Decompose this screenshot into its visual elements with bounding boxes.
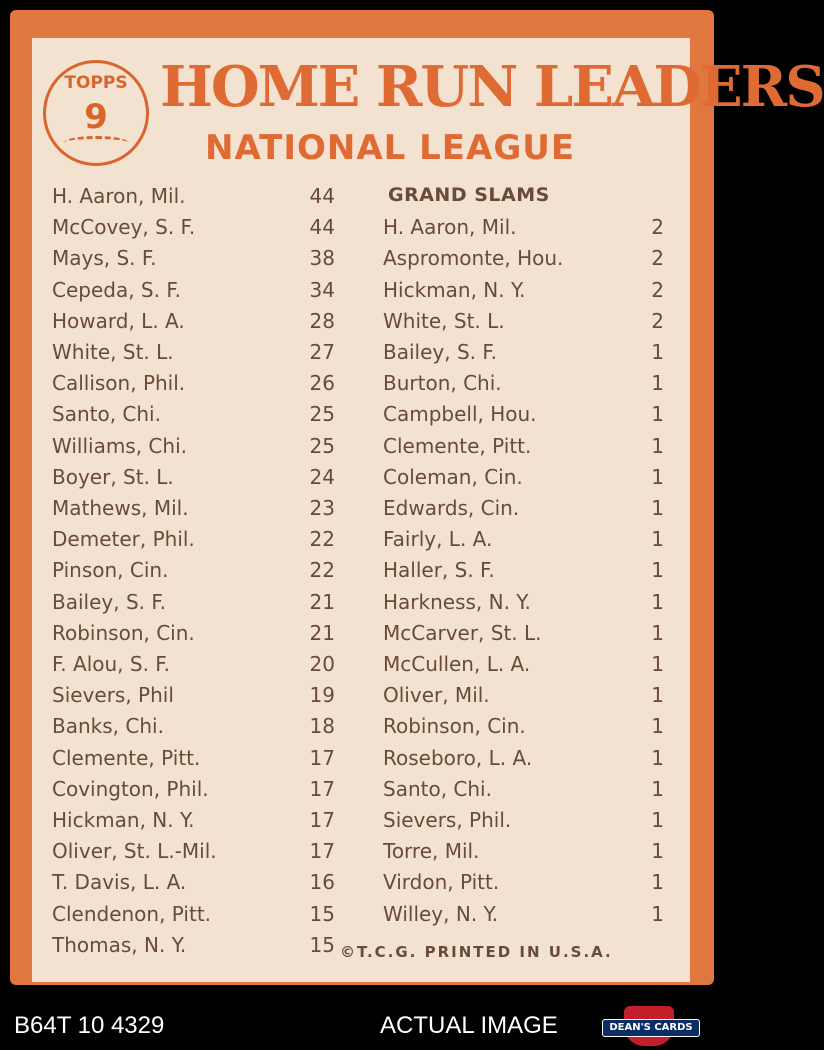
grand-slam-name: Edwards, Cin. [383, 496, 520, 520]
leader-name: Williams, Chi. [52, 434, 187, 458]
leader-home-runs: 24 [309, 465, 335, 489]
grand-slam-name: Harkness, N. Y. [383, 590, 531, 614]
leader-name: Pinson, Cin. [52, 558, 169, 582]
grand-slam-count: 1 [651, 902, 664, 926]
grand-slam-count: 1 [651, 870, 664, 894]
leader-name: Bailey, S. F. [52, 590, 167, 614]
actual-image-label: ACTUAL IMAGE [380, 1012, 558, 1039]
copyright-line: ©T.C.G. PRINTED IN U.S.A. [340, 943, 613, 961]
grand-slam-count: 1 [651, 652, 664, 676]
grand-slam-name: Oliver, Mil. [383, 683, 490, 707]
leader-home-runs: 17 [309, 808, 335, 832]
leader-home-runs: 34 [309, 278, 335, 302]
leader-home-runs: 38 [309, 246, 335, 270]
leader-name: H. Aaron, Mil. [52, 184, 186, 208]
card-number: 9 [84, 97, 108, 137]
grand-slam-count: 1 [651, 621, 664, 645]
grand-slam-name: Haller, S. F. [383, 558, 495, 582]
leader-name: Cepeda, S. F. [52, 278, 181, 302]
grand-slam-name: Coleman, Cin. [383, 465, 523, 489]
logo-brand-text: DEAN'S CARDS [602, 1019, 700, 1037]
grand-slam-count: 1 [651, 683, 664, 707]
leader-name: Sievers, Phil [52, 683, 174, 707]
leader-name: Banks, Chi. [52, 714, 164, 738]
leader-name: Clendenon, Pitt. [52, 902, 212, 926]
grand-slam-name: Sievers, Phil. [383, 808, 512, 832]
leader-name: Boyer, St. L. [52, 465, 174, 489]
leader-home-runs: 17 [309, 777, 335, 801]
grand-slam-count: 1 [651, 496, 664, 520]
grand-slam-count: 1 [651, 839, 664, 863]
leader-name: Clemente, Pitt. [52, 746, 201, 770]
leader-home-runs: 21 [309, 590, 335, 614]
leader-name: T. Davis, L. A. [52, 870, 187, 894]
grand-slam-count: 1 [651, 402, 664, 426]
grand-slam-name: H. Aaron, Mil. [383, 215, 517, 239]
grand-slam-name: Clemente, Pitt. [383, 434, 532, 458]
leader-home-runs: 44 [309, 215, 335, 239]
leader-home-runs: 17 [309, 839, 335, 863]
grand-slam-name: White, St. L. [383, 309, 505, 333]
leader-home-runs: 25 [309, 434, 335, 458]
topps-logo [43, 60, 149, 166]
leader-name: F. Alou, S. F. [52, 652, 170, 676]
leader-home-runs: 22 [309, 558, 335, 582]
card-subtitle: NATIONAL LEAGUE [205, 128, 576, 168]
grand-slam-name: Santo, Chi. [383, 777, 492, 801]
baseball-stitch-icon [64, 136, 128, 149]
grand-slam-count: 1 [651, 465, 664, 489]
deans-cards-logo [602, 1006, 698, 1046]
leader-home-runs: 20 [309, 652, 335, 676]
grand-slam-name: Fairly, L. A. [383, 527, 493, 551]
grand-slam-count: 1 [651, 746, 664, 770]
grand-slam-name: Robinson, Cin. [383, 714, 526, 738]
leader-name: Santo, Chi. [52, 402, 161, 426]
leader-name: Howard, L. A. [52, 309, 185, 333]
grand-slam-count: 2 [651, 215, 664, 239]
leader-name: Thomas, N. Y. [52, 933, 187, 957]
leader-home-runs: 23 [309, 496, 335, 520]
grand-slam-count: 1 [651, 590, 664, 614]
leader-name: Robinson, Cin. [52, 621, 195, 645]
card-title: HOME RUN LEADERS [160, 54, 824, 120]
grand-slam-count: 2 [651, 246, 664, 270]
leader-home-runs: 44 [309, 184, 335, 208]
grand-slam-name: Virdon, Pitt. [383, 870, 500, 894]
leader-home-runs: 22 [309, 527, 335, 551]
grand-slam-count: 1 [651, 808, 664, 832]
leader-home-runs: 25 [309, 402, 335, 426]
cert-number: B64T 10 4329 [14, 1012, 165, 1039]
grand-slam-name: McCullen, L. A. [383, 652, 531, 676]
leader-name: McCovey, S. F. [52, 215, 196, 239]
grand-slam-count: 1 [651, 714, 664, 738]
grand-slam-count: 1 [651, 340, 664, 364]
grand-slam-name: Roseboro, L. A. [383, 746, 533, 770]
leader-home-runs: 18 [309, 714, 335, 738]
leader-home-runs: 19 [309, 683, 335, 707]
leader-name: Demeter, Phil. [52, 527, 195, 551]
leader-name: Covington, Phil. [52, 777, 209, 801]
leader-name: Mays, S. F. [52, 246, 157, 270]
grand-slam-count: 2 [651, 309, 664, 333]
leader-home-runs: 21 [309, 621, 335, 645]
grand-slam-name: Willey, N. Y. [383, 902, 499, 926]
grand-slam-count: 1 [651, 527, 664, 551]
grand-slam-name: McCarver, St. L. [383, 621, 542, 645]
leader-name: White, St. L. [52, 340, 174, 364]
leader-home-runs: 16 [309, 870, 335, 894]
leader-name: Hickman, N. Y. [52, 808, 195, 832]
leader-home-runs: 15 [309, 933, 335, 957]
grand-slams-heading: GRAND SLAMS [388, 184, 550, 206]
leader-home-runs: 26 [309, 371, 335, 395]
grand-slam-name: Aspromonte, Hou. [383, 246, 564, 270]
leader-home-runs: 28 [309, 309, 335, 333]
grand-slam-name: Campbell, Hou. [383, 402, 537, 426]
grand-slam-count: 1 [651, 434, 664, 458]
leader-home-runs: 17 [309, 746, 335, 770]
leader-name: Mathews, Mil. [52, 496, 189, 520]
grand-slam-name: Torre, Mil. [383, 839, 480, 863]
leader-name: Callison, Phil. [52, 371, 186, 395]
grand-slam-name: Burton, Chi. [383, 371, 502, 395]
grand-slam-count: 1 [651, 558, 664, 582]
grand-slam-count: 2 [651, 278, 664, 302]
grand-slam-name: Bailey, S. F. [383, 340, 498, 364]
leader-home-runs: 15 [309, 902, 335, 926]
leader-home-runs: 27 [309, 340, 335, 364]
grand-slam-count: 1 [651, 371, 664, 395]
grand-slam-count: 1 [651, 777, 664, 801]
logo-brand: TOPPS [64, 73, 128, 93]
leader-name: Oliver, St. L.-Mil. [52, 839, 217, 863]
grand-slam-name: Hickman, N. Y. [383, 278, 526, 302]
